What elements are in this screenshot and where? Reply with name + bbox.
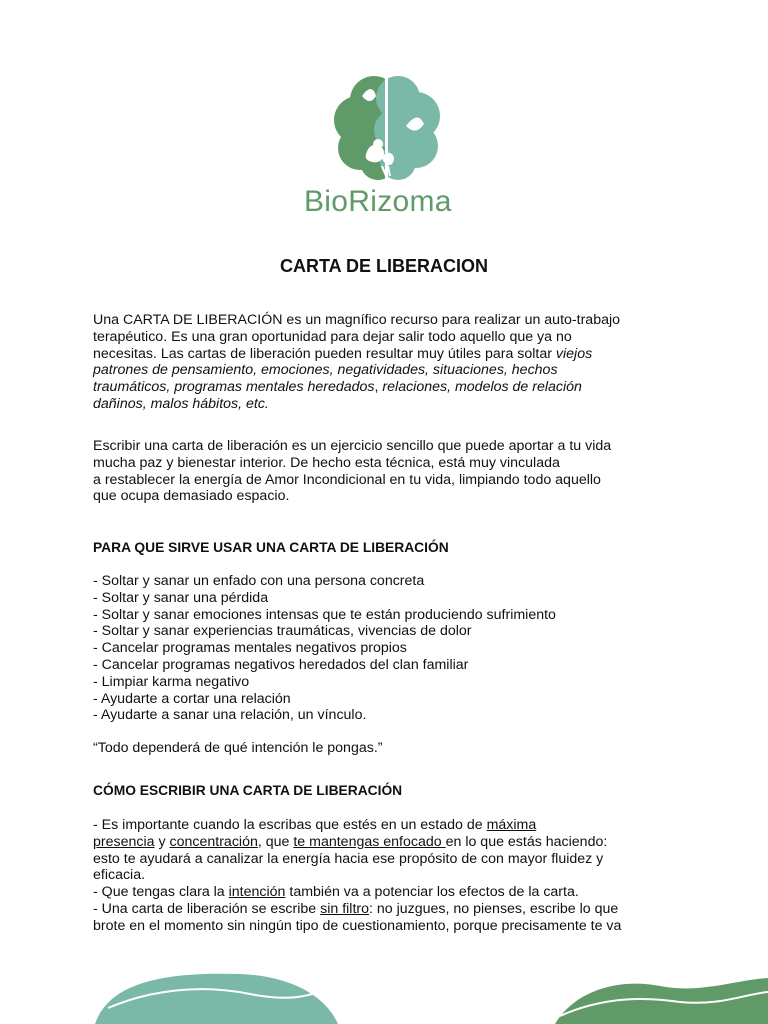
intro-paragraph bbox=[93, 312, 683, 413]
text-line: terapéutico. Es una gran oportunidad para dejar salir todo aquello que ya no bbox=[93, 328, 572, 345]
text-line bbox=[93, 346, 683, 363]
text-line: Escribir una carta de liberación es un ejercicio sencillo que puede aportar a tu vida bbox=[93, 438, 612, 454]
list-item: - Soltar y sanar experiencias traumáticas, vivencias de dolor bbox=[93, 623, 472, 640]
italic-line: dañinos, malos hábitos, etc. bbox=[93, 395, 269, 412]
underlined-span: presencia bbox=[93, 833, 155, 850]
italic-line: patrones de pensamiento, emociones, negatividades, situaciones, hechos bbox=[93, 362, 558, 379]
list-item: - Soltar y sanar un enfado con una persona concreta bbox=[93, 573, 425, 589]
list-item: - Cancelar programas mentales negativos propios bbox=[93, 640, 407, 657]
text-line: mucha paz y bienestar interior. De hecho esta técnica, está muy vinculada bbox=[93, 454, 560, 471]
text-span: - Que tengas clara la bbox=[93, 884, 229, 901]
italic-span: viejos bbox=[555, 345, 593, 362]
underlined-span: intención bbox=[228, 884, 286, 901]
brand-name bbox=[304, 185, 452, 219]
text-line: que ocupa demasiado espacio. bbox=[93, 488, 290, 505]
list-item: - Cancelar programas negativos heredados del clan familiar bbox=[93, 656, 469, 673]
text-line: eficacia. bbox=[93, 867, 146, 884]
text-line bbox=[93, 901, 683, 918]
text-span: y bbox=[154, 833, 170, 850]
page-title: CARTA DE LIBERACION bbox=[280, 256, 488, 276]
text-span: : no juzgues, no pienses, escribe lo que bbox=[369, 900, 619, 917]
text-line bbox=[93, 834, 683, 851]
section-heading-uses: PARA QUE SIRVE USAR UNA CARTA DE LIBERACIÓN bbox=[93, 540, 449, 555]
quote: “Todo dependerá de qué intención le pongas.” bbox=[93, 740, 383, 756]
underlined-span: máxima bbox=[486, 817, 537, 833]
list-item: - Soltar y sanar una pérdida bbox=[93, 589, 269, 606]
second-paragraph bbox=[93, 438, 683, 505]
text-line: esto te ayudará a canalizar la energía hacia ese propósito de con mayor fluidez y bbox=[93, 850, 604, 867]
decorative-waves bbox=[0, 950, 768, 1024]
uses-list bbox=[93, 573, 683, 724]
text-line: brote en el momento sin ningún tipo de cuestionamiento, porque precisamente te va bbox=[93, 917, 622, 934]
text-span: , bbox=[374, 379, 383, 396]
text-line bbox=[93, 817, 683, 834]
section-heading-how: CÓMO ESCRIBIR UNA CARTA DE LIBERACIÓN bbox=[93, 783, 403, 798]
underlined-span: sin filtro bbox=[320, 900, 370, 917]
brand-part-rizoma: Rizoma bbox=[348, 185, 452, 218]
tree-brain-with-birds-icon bbox=[322, 70, 448, 185]
italic-span: relaciones, modelos de relación bbox=[382, 379, 582, 396]
text-line bbox=[93, 884, 683, 901]
underlined-span: te mantengas enfocado bbox=[293, 833, 446, 850]
underlined-span: concentración bbox=[169, 833, 258, 850]
biorizoma-logo bbox=[300, 70, 470, 225]
text-span: necesitas. Las cartas de liberación pueden resultar muy útiles para soltar bbox=[93, 345, 556, 362]
how-to-list bbox=[93, 817, 683, 935]
brand-part-bio: Bio bbox=[304, 185, 349, 218]
text-line: a restablecer la energía de Amor Incondicional en tu vida, limpiando todo aquello bbox=[93, 471, 601, 488]
text-span: - Es importante cuando la escribas que estés en un estado de bbox=[93, 817, 487, 833]
text-span: - Una carta de liberación se escribe bbox=[93, 900, 321, 917]
italic-span: traumáticos, programas mentales heredados bbox=[93, 379, 375, 396]
text-line: Una CARTA DE LIBERACIÓN es un magnífico recurso para realizar un auto-trabajo bbox=[93, 312, 621, 328]
list-item: - Ayudarte a cortar una relación bbox=[93, 690, 291, 707]
text-span: en lo que estás haciendo: bbox=[445, 833, 608, 850]
text-span: también va a potenciar los efectos de la carta. bbox=[285, 884, 579, 901]
text-line bbox=[93, 379, 683, 396]
list-item: - Soltar y sanar emociones intensas que te están produciendo sufrimiento bbox=[93, 606, 556, 623]
text-span: , que bbox=[257, 833, 294, 850]
list-item: - Limpiar karma negativo bbox=[93, 673, 250, 690]
list-item: - Ayudarte a sanar una relación, un vínculo. bbox=[93, 707, 367, 724]
